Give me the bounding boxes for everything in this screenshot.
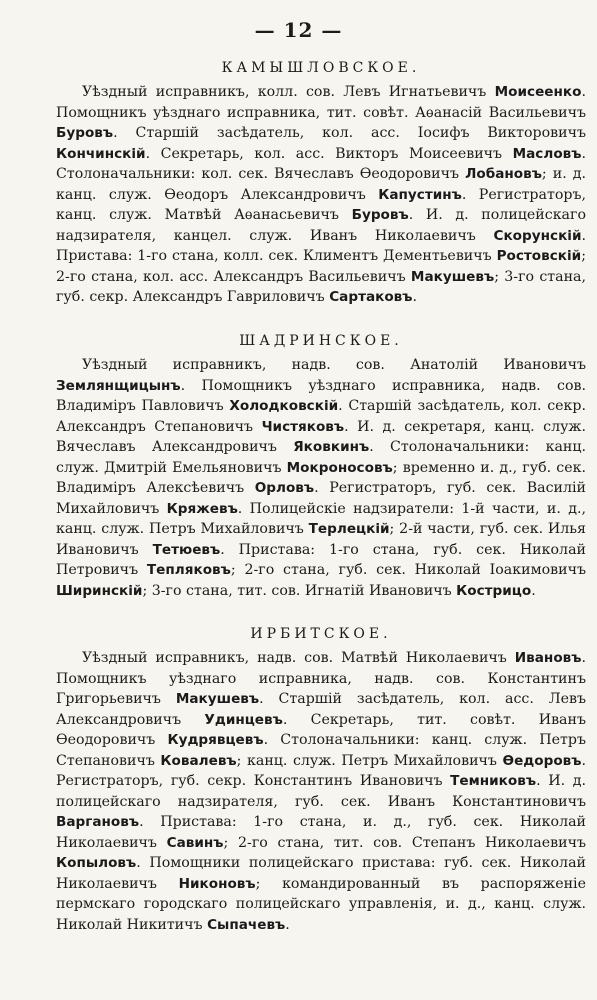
surname: Тепляковъ <box>146 562 231 578</box>
surname: Темниковъ <box>450 773 537 789</box>
surname: Варгановъ <box>56 814 140 830</box>
surname: Буровъ <box>56 125 114 141</box>
surname: Кострицо <box>456 582 532 599</box>
surname: Ивановъ <box>514 650 582 666</box>
section-shadrinsk <box>56 333 586 601</box>
surname: Терлецкій <box>308 521 390 537</box>
surname: Капустинъ <box>378 186 462 203</box>
surname: Орловъ <box>254 480 315 496</box>
section-kamyshlov <box>56 60 586 308</box>
section-paragraph: Уѣздный исправникъ, надв. сов. Матвѣй Николаевичъ Ивановъ. Помощникъ уѣзднаго исправника, надв. сов. Константинъ Григорьевичъ Макушевъ. Старшій засѣдатель, кол. асс. Левъ Александровичъ Удинцевъ. Секретарь, тит. совѣт. Иванъ Ѳеодоровичъ Кудрявцевъ. Столоначальники: канц. служ. Петръ Степановичъ Ковалевъ; канц. служ. Петръ Михайловичъ Ѳедоровъ. Регистраторъ, губ. секр. Константинъ Ивановичъ Темниковъ. И. д. полицейскаго надзирателя, губ. сек. Иванъ Константиновичъ Варгановъ. Пристава: 1-го стана, и. д., губ. сек. Николай Николаевичъ Савинъ; 2-го стана, тит. сов. Степанъ Николаевичъ Копыловъ. Помощники полицейскаго пристава: губ. сек. Николай Николаевичъ Никоновъ; командированный въ распоряженіе пермскаго городскаго полицейскаго управленія, и. д., канц. служ. Николай Никитичъ Сыпачевъ. <box>56 650 587 933</box>
page-number: — 12 — <box>254 18 343 42</box>
surname: Савинъ <box>166 834 224 851</box>
surname: Никоновъ <box>178 875 256 892</box>
surname: Сартаковъ <box>329 289 413 305</box>
surname: Кончинскій <box>56 145 146 162</box>
section-paragraph: Уѣздный исправникъ, надв. сов. Анатолій Ивановичъ Землянщицынъ. Помощникъ уѣзднаго исправника, надв. сов. Владиміръ Павловичъ Холодковскій. Старшій засѣдатель, кол. секр. Александръ Степановичъ Чистяковъ. И. д. секретаря, канц. служ. Вячеславъ Александровичъ Яковкинъ. Столоначальники: канц. служ. Дмитрій Емельяновичъ Мокроносовъ; временно и. д., губ. сек. Владиміръ Алексѣевичъ Орловъ. Регистраторъ, губ. сек. Василій Михайловичъ Кряжевъ. Полицейскіе надзиратели: 1-й части, и. д., канц. служ. Петръ Михайловичъ Терлецкій; 2-й части, губ. сек. Илья Ивановичъ Тетюевъ. Пристава: 1-го стана, губ. сек. Николай Петровичъ Тепляковъ; 2-го стана, губ. сек. Николай Іоакимовичъ Ширинскій; 3-го стана, тит. сов. Игнатій Ивановичъ Кострицо. <box>56 357 587 599</box>
surname: Макушевъ <box>410 268 495 285</box>
surname: Землянщицынъ <box>56 377 181 394</box>
section-title: ШАДРИНСКОЕ. <box>239 333 403 349</box>
surname: Мокроносовъ <box>286 459 393 476</box>
surname: Ростовскій <box>496 248 582 264</box>
surname: Ковалевъ <box>160 752 237 769</box>
surname: Ѳедоровъ <box>502 752 582 769</box>
section-paragraph: Уѣздный исправникъ, колл. сов. Левъ Игнатьевичъ Моисеенко. Помощникъ уѣзднаго исправника, тит. совѣт. Аѳанасій Васильевичъ Буровъ. Старшій засѣдатель, кол. асс. Іосифъ Викторовичъ Кончинскій. Секретарь, кол. асс. Викторъ Моисеевичъ Масловъ. Столоначальники: кол. сек. Вячеславъ Ѳеодоровичъ Лобановъ; и. д. канц. служ. Ѳеодоръ Александровичъ Капустинъ. Регистраторъ, канц. служ. Матвѣй Аѳанасьевичъ Буровъ. И. д. полицейскаго надзирателя, канцел. служ. Иванъ Николаевичъ Скорунскій. Пристава: 1-го стана, колл. сек. Климентъ Дементьевичъ Ростовскій; 2-го стана, кол. асс. Александръ Васильевичъ Макушевъ; 3-го стана, губ. секр. Александръ Гавриловичъ Сартаковъ. <box>56 84 586 305</box>
surname: Кудрявцевъ <box>167 732 264 748</box>
surname: Копыловъ <box>56 855 137 871</box>
surname: Лобановъ <box>465 166 542 182</box>
surname: Яковкинъ <box>293 439 370 455</box>
surname: Холодковскій <box>229 398 339 414</box>
section-irbit <box>56 626 586 935</box>
section-title: ИРБИТСКОЕ. <box>250 626 392 642</box>
surname: Удинцевъ <box>204 711 283 728</box>
surname: Макушевъ <box>175 691 260 707</box>
surname: Кряжевъ <box>166 500 238 517</box>
section-title: КАМЫШЛОВСКОЕ. <box>221 60 421 76</box>
surname: Масловъ <box>512 145 582 162</box>
surname: Буровъ <box>351 207 409 223</box>
surname: Сыпачевъ <box>207 916 286 933</box>
surname: Тетюевъ <box>152 541 221 558</box>
surname: Моисеенко <box>494 84 582 100</box>
surname: Чистяковъ <box>261 418 345 435</box>
surname: Ширинскій <box>56 582 143 599</box>
surname: Скорунскій <box>493 227 582 244</box>
